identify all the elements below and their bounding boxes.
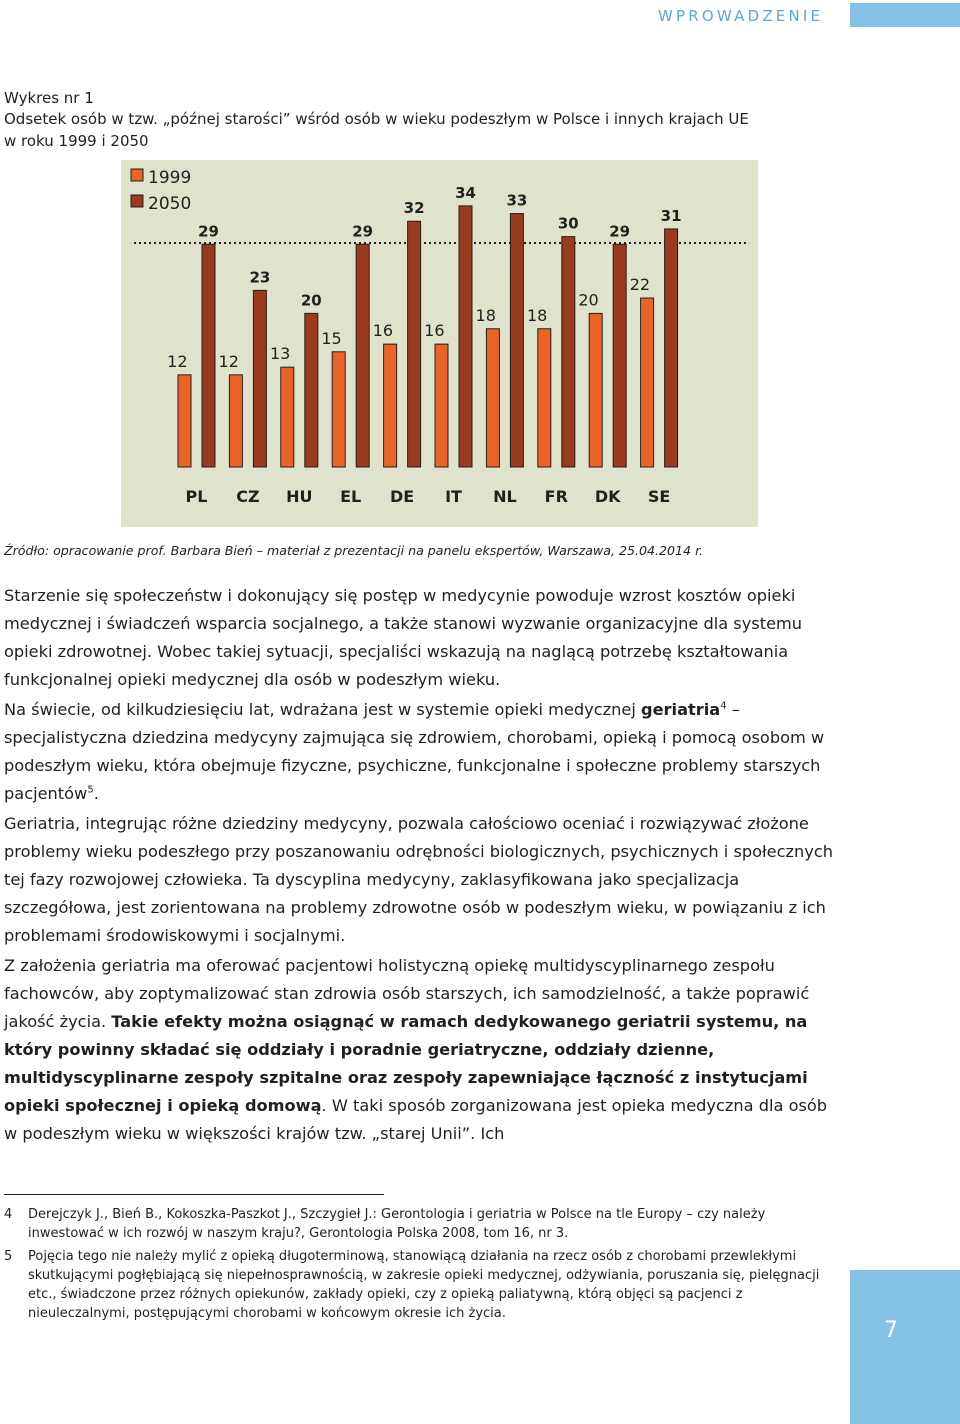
bar-2050-EL bbox=[356, 244, 369, 467]
bar-1999-PL bbox=[178, 375, 191, 467]
bar-2050-NL bbox=[510, 214, 523, 467]
data-label-2050-PL: 29 bbox=[198, 222, 219, 241]
paragraph-1: Starzenie się społeczeństw i dokonujący się postęp w medycynie powoduje wzrost kosztów opieki medycznej i świadczeń wsparcia socjalnego, a także stanowi wyzwanie organizacyjne dla systemu opieki zdrowotnej. Wobec takiej sytuacji, specjaliści wskazują na naglącą potrzebę kształtowania funkcjonalnej opieki medycznej dla osób w podeszłym wieku. bbox=[4, 586, 803, 689]
bar-chart bbox=[121, 160, 758, 527]
page-number-box bbox=[850, 1270, 960, 1424]
bar-1999-DK bbox=[589, 313, 602, 467]
bar-1999-EL bbox=[332, 352, 345, 467]
bar-2050-SE bbox=[665, 229, 678, 467]
section-title: WPROWADZENIE bbox=[658, 7, 824, 25]
bar-2050-CZ bbox=[253, 290, 266, 467]
p4-text-a: Z założenia geriatria ma oferować pacjentowi holistyczną opiekę multidyscyplinarnego zespołu fachowców, aby zoptymalizować stan zdrowia osób starszych, ich samodzielność, a także poprawić jakość życia. bbox=[4, 956, 810, 1031]
data-label-1999-NL: 18 bbox=[475, 305, 496, 325]
footnote-text: Derejczyk J., Bień B., Kokoszka-Paszkot J., Szczygieł J.: Gerontologia i geriatria w Polsce na tle Europy – czy należy inwestować w ich rozwój w naszym kraju?, Gerontologia Polska 2008, tom 16, nr 3. bbox=[28, 1207, 766, 1241]
bar-1999-FR bbox=[538, 329, 551, 467]
data-label-2050-CZ: 23 bbox=[249, 268, 271, 287]
bar-2050-PL bbox=[202, 244, 215, 467]
paragraph-2 bbox=[4, 696, 840, 808]
category-label-HU: HU bbox=[286, 487, 313, 506]
bar-1999-CZ bbox=[229, 375, 242, 467]
data-label-1999-IT: 16 bbox=[424, 321, 445, 341]
footnote-4 bbox=[4, 1205, 844, 1243]
p2-text-b: – specjalistyczna dziedzina medycyny zajmująca się zdrowiem, chorobami, opieką i pomocą osobom w podeszłym wieku, która obejmuje fizyczne, psychiczne, funkcjonalne i społeczne problemy starszych pacjentów bbox=[4, 700, 825, 803]
paragraph-4 bbox=[4, 952, 840, 1148]
page-number: 7 bbox=[884, 1318, 898, 1343]
data-label-1999-DK: 20 bbox=[578, 290, 599, 310]
data-label-1999-HU: 13 bbox=[269, 344, 291, 364]
category-label-DE: DE bbox=[389, 487, 415, 506]
figure-label: Wykres nr 1 bbox=[4, 89, 94, 107]
bar-2050-DK bbox=[613, 244, 626, 467]
data-label-2050-DE: 32 bbox=[403, 199, 425, 218]
category-label-EL: EL bbox=[340, 487, 362, 506]
paragraph-3: Geriatria, integrując różne dziedziny medycyny, pozwala całościowo oceniać i rozwiązywać złożone problemy wieku podeszłego przy poszanowaniu odrębności biologicznych, psychicznych i społecznych tej fazy rozwojowej człowieka. Ta dyscyplina medycyny, zaklasyfikowana jako specjalizacja szczegółowa, jest zorientowana na problemy zdrowotne osób w podeszłym wieku, w powiązaniu z ich problemami środowiskowymi i socjalnymi. bbox=[4, 814, 834, 945]
body-text bbox=[4, 582, 840, 1150]
footnote-ref-5: 5 bbox=[87, 784, 94, 796]
category-label-FR: FR bbox=[544, 487, 568, 506]
footnote-5 bbox=[4, 1247, 844, 1323]
data-label-2050-EL: 29 bbox=[352, 222, 374, 241]
p2-text-a: Na świecie, od kilkudziesięciu lat, wdrażana jest w systemie opieki medycznej bbox=[4, 700, 641, 719]
data-label-2050-HU: 20 bbox=[300, 291, 322, 310]
data-label-1999-SE: 22 bbox=[629, 275, 651, 295]
footnote-ref-4: 4 bbox=[720, 700, 727, 712]
data-label-1999-CZ: 12 bbox=[218, 351, 239, 371]
data-label-2050-IT: 34 bbox=[455, 183, 476, 202]
footnote-number: 5 bbox=[4, 1249, 13, 1264]
bar-1999-NL bbox=[486, 329, 499, 467]
category-label-SE: SE bbox=[647, 487, 671, 506]
data-label-2050-NL: 33 bbox=[506, 191, 528, 210]
figure-source: Źródło: opracowanie prof. Barbara Bień – materiał z prezentacji na panelu ekspertów, Warszawa, 25.04.2014 r. bbox=[4, 543, 704, 558]
bar-1999-IT bbox=[435, 344, 448, 467]
footnote-text: Pojęcia tego nie należy mylić z opieką długoterminową, stanowiącą działania na rzecz osób z chorobami przewlekłymi skutkującymi pogłębiającą się niepełnosprawnością, w zakresie opieki medycznej, odżywiania, poruszania się, pielęgnacji etc., świadczone przez różnych opiekunów, zakłady opieki, czy z opieką paliatywną, którą objęci są pacjenci z nieuleczalnymi, postępującymi chorobami w końcowym okresie ich życia. bbox=[28, 1249, 820, 1321]
category-label-PL: PL bbox=[185, 487, 208, 506]
footnote-number: 4 bbox=[4, 1207, 13, 1222]
legend-swatch-1999 bbox=[131, 169, 143, 181]
data-label-2050-FR: 30 bbox=[557, 214, 579, 233]
footnote-divider bbox=[4, 1194, 384, 1195]
p4-text-b: . W taki sposób zorganizowana jest opieka medyczna dla osób w podeszłym wieku w większości krajów tzw. „starej Unii”. Ich bbox=[4, 1096, 828, 1143]
data-label-1999-DE: 16 bbox=[372, 321, 394, 341]
category-label-NL: NL bbox=[493, 487, 517, 506]
data-label-1999-PL: 12 bbox=[167, 351, 188, 371]
p4-bold-text: Takie efekty można osiągnąć w ramach dedykowanego geriatrii systemu, na który powinny składać się oddziały i poradnie geriatryczne, oddziały dzienne, multidyscyplinarne zespoły szpitalne oraz zespoły zapewniające łączność z instytucjami opieki społecznej i opieką domową bbox=[4, 1012, 808, 1115]
legend-label-2050: 2050 bbox=[148, 194, 192, 214]
data-label-2050-SE: 31 bbox=[660, 206, 682, 225]
p2-bold-term: geriatria bbox=[640, 700, 721, 719]
legend-label-1999: 1999 bbox=[148, 168, 192, 188]
header-accent-bar bbox=[850, 3, 960, 27]
data-label-1999-EL: 15 bbox=[321, 328, 342, 348]
bar-1999-DE bbox=[384, 344, 397, 467]
data-label-1999-FR: 18 bbox=[526, 305, 548, 325]
chart-svg bbox=[121, 160, 758, 527]
figure-caption: Odsetek osób w tzw. „późnej starości” wśród osób w wieku podeszłym w Polsce i innych krajach UE w roku 1999 i 2050 bbox=[4, 110, 749, 150]
bar-2050-HU bbox=[305, 313, 318, 467]
category-label-CZ: CZ bbox=[236, 487, 260, 506]
legend-swatch-2050 bbox=[131, 195, 143, 207]
bar-2050-DE bbox=[408, 221, 421, 467]
bar-2050-FR bbox=[562, 237, 575, 467]
bar-2050-IT bbox=[459, 206, 472, 467]
category-label-IT: IT bbox=[445, 487, 462, 506]
category-label-DK: DK bbox=[594, 487, 621, 506]
data-label-2050-DK: 29 bbox=[609, 222, 631, 241]
bar-1999-HU bbox=[281, 367, 294, 467]
p2-text-c: . bbox=[93, 784, 99, 803]
bar-1999-SE bbox=[641, 298, 654, 467]
